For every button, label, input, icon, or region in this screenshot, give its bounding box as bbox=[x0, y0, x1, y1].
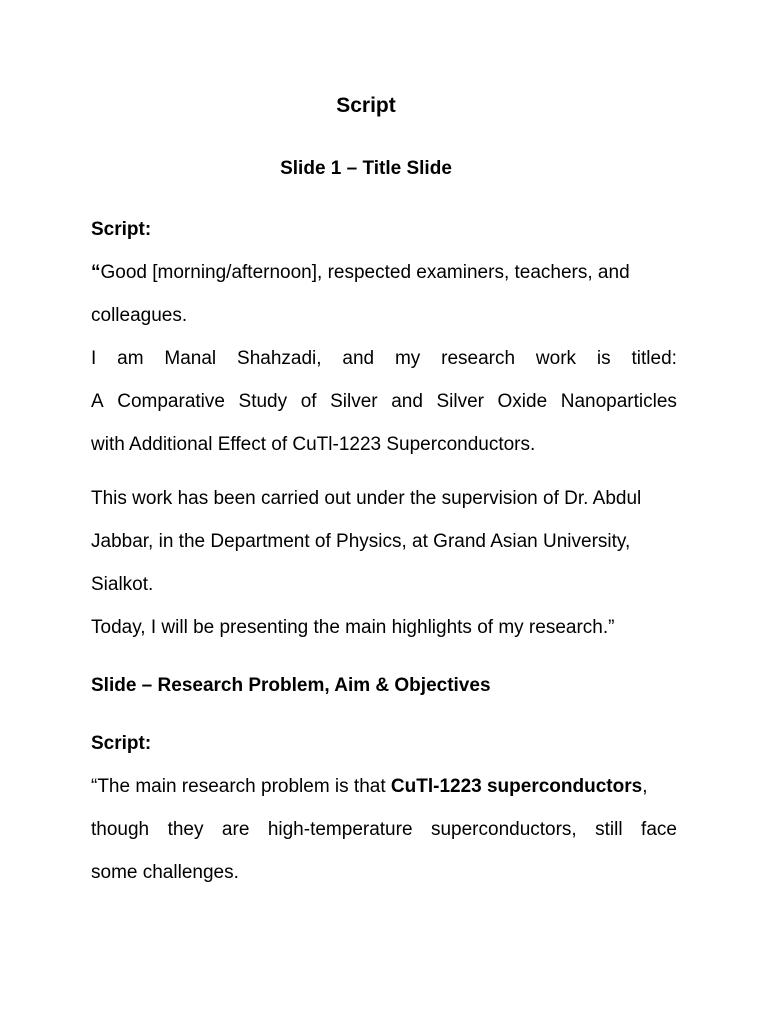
paragraph-line-justified bbox=[91, 337, 677, 380]
paragraph-line: Sialkot. bbox=[91, 574, 154, 595]
paragraph-line-justified bbox=[91, 808, 677, 851]
paragraph-text: “The main research problem is that bbox=[91, 776, 391, 797]
word: though bbox=[91, 819, 150, 840]
slide-2-heading: Slide – Research Problem, Aim & Objectives bbox=[91, 675, 491, 696]
paragraph-line: Jabbar, in the Department of Physics, at Grand Asian University, bbox=[91, 531, 631, 552]
word: work bbox=[535, 348, 577, 369]
slide-1-section bbox=[91, 208, 677, 466]
paragraph-line: some challenges. bbox=[91, 862, 239, 883]
slide-1-paragraph-2 bbox=[91, 477, 677, 649]
word: research bbox=[441, 348, 516, 369]
word: Silver bbox=[436, 391, 484, 412]
word: my bbox=[394, 348, 421, 369]
word: superconductors, bbox=[430, 819, 577, 840]
word: high-temperature bbox=[267, 819, 413, 840]
word: they bbox=[167, 819, 204, 840]
paragraph-line: colleagues. bbox=[91, 305, 188, 326]
slide-2-section bbox=[91, 722, 677, 894]
word: Oxide bbox=[497, 391, 548, 412]
paragraph-line: with Additional Effect of CuTl-1223 Superconductors. bbox=[91, 434, 536, 455]
word: is bbox=[596, 348, 611, 369]
word: and bbox=[391, 391, 423, 412]
paragraph-line bbox=[91, 765, 677, 808]
emphasis-text: CuTl-1223 superconductors bbox=[390, 776, 643, 797]
word: Comparative bbox=[117, 391, 225, 412]
paragraph-text: Good [morning/afternoon], respected examiners, teachers, and bbox=[100, 262, 630, 283]
script-label: Script: bbox=[91, 219, 152, 240]
paragraph-line: This work has been carried out under the supervision of Dr. Abdul bbox=[91, 488, 642, 509]
word: of bbox=[300, 391, 317, 412]
word: still bbox=[595, 819, 623, 840]
paragraph-line bbox=[91, 251, 677, 294]
document-title: Script bbox=[336, 94, 396, 117]
word: A bbox=[91, 391, 104, 412]
word: am bbox=[117, 348, 144, 369]
word: Study bbox=[238, 391, 288, 412]
word: Silver bbox=[330, 391, 378, 412]
word: and bbox=[342, 348, 375, 369]
word: I bbox=[91, 348, 97, 369]
word: face bbox=[641, 819, 677, 840]
slide-1-heading: Slide 1 – Title Slide bbox=[280, 158, 452, 179]
word: Shahzadi, bbox=[237, 348, 322, 369]
word: titled: bbox=[631, 348, 677, 369]
paragraph-line: Today, I will be presenting the main highlights of my research.” bbox=[91, 617, 615, 638]
word: Nanoparticles bbox=[560, 391, 677, 412]
paragraph-text: , bbox=[642, 776, 648, 797]
paragraph-line-justified bbox=[91, 380, 677, 423]
open-quote: “ bbox=[91, 262, 101, 283]
script-label: Script: bbox=[91, 733, 152, 754]
word: are bbox=[221, 819, 250, 840]
word: Manal bbox=[164, 348, 217, 369]
